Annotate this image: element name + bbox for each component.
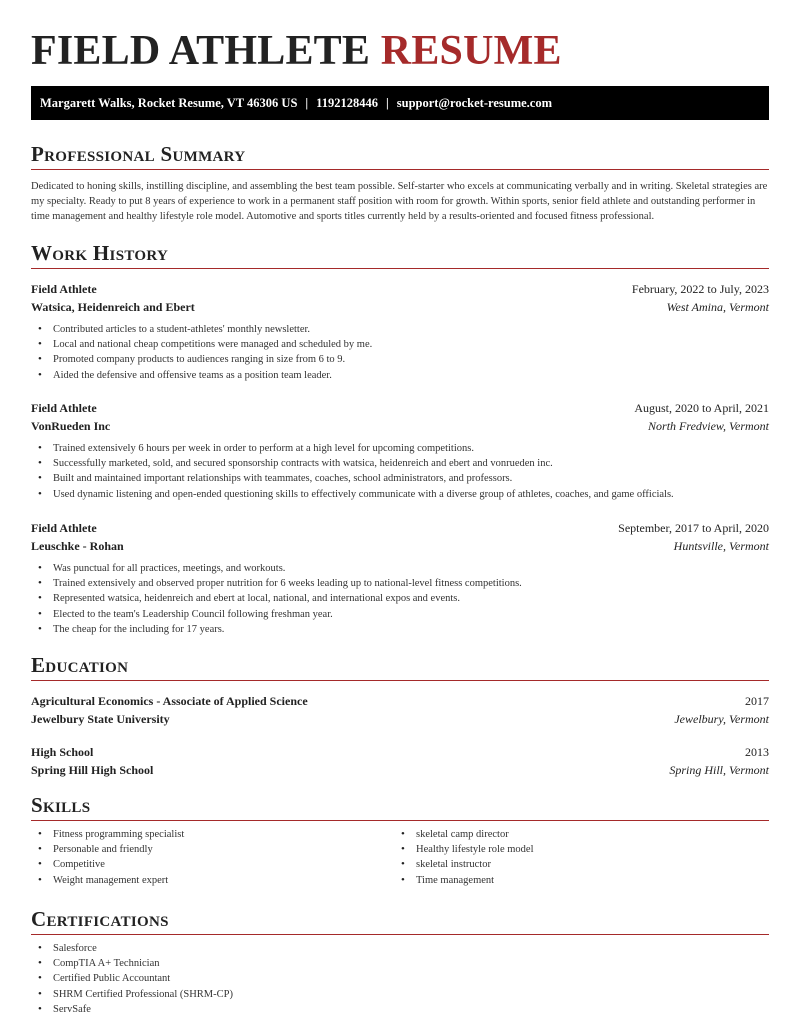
skill-item: • Fitness programming specialist bbox=[31, 827, 394, 842]
skills-heading: Skills bbox=[31, 793, 91, 817]
skill-item: • skeletal instructor bbox=[394, 857, 757, 872]
contact-address: Margarett Walks, Rocket Resume, VT 46306 US bbox=[40, 96, 298, 110]
skill-item: • Personable and friendly bbox=[31, 842, 394, 857]
school-location: Spring Hill, Vermont bbox=[669, 763, 769, 777]
skill-item: • Competitive bbox=[31, 857, 394, 872]
education-entry bbox=[31, 743, 769, 779]
list-item: • The cheap for the including for 17 years. bbox=[31, 622, 769, 637]
skills-section bbox=[31, 792, 769, 888]
list-item: • Elected to the team's Leadership Council following freshman year. bbox=[31, 607, 769, 622]
skill-item: • Weight management expert bbox=[31, 873, 394, 888]
certification-item: • ServSafe bbox=[31, 1002, 769, 1017]
contact-bar bbox=[31, 86, 769, 120]
job-company: Leuschke - Rohan bbox=[31, 539, 124, 553]
contact-separator: | bbox=[305, 96, 309, 110]
list-item: • Used dynamic listening and open-ended questioning skills to effectively communicate with a diverse group of athletes, coaches, and game officials. bbox=[31, 487, 769, 502]
graduation-year: 2013 bbox=[745, 745, 769, 759]
job-location: West Amina, Vermont bbox=[666, 300, 769, 314]
title-name: FIELD ATHLETE bbox=[31, 28, 371, 74]
list-item: • Successfully marketed, sold, and secured sponsorship contracts with watsica, heidenreich and ebert and vonrueden inc. bbox=[31, 456, 769, 471]
job-bullets bbox=[31, 561, 769, 637]
list-item: • Aided the defensive and offensive teams as a position team leader. bbox=[31, 368, 769, 383]
school-location: Jewelbury, Vermont bbox=[674, 712, 769, 726]
graduation-year: 2017 bbox=[745, 694, 769, 708]
list-item: • Promoted company products to audiences ranging in size from 6 to 9. bbox=[31, 352, 769, 367]
job-bullets bbox=[31, 322, 769, 383]
job-title: Field Athlete bbox=[31, 282, 97, 296]
education-heading: Education bbox=[31, 653, 129, 677]
list-item: • Represented watsica, heidenreich and ebert at local, national, and international expos and events. bbox=[31, 591, 769, 606]
certifications-section bbox=[31, 906, 769, 1017]
job-location: Huntsville, Vermont bbox=[673, 539, 769, 553]
education-section bbox=[31, 652, 769, 681]
work-history-section bbox=[31, 240, 769, 269]
skill-item: • Time management bbox=[394, 873, 757, 888]
job-entry bbox=[31, 399, 769, 502]
school-name: Spring Hill High School bbox=[31, 763, 154, 777]
skill-item: • Healthy lifestyle role model bbox=[394, 842, 757, 857]
job-dates: September, 2017 to April, 2020 bbox=[618, 521, 769, 535]
certifications-list bbox=[31, 941, 769, 1017]
certification-item: • Certified Public Accountant bbox=[31, 971, 769, 986]
degree: Agricultural Economics - Associate of Applied Science bbox=[31, 694, 308, 708]
list-item: • Contributed articles to a student-athletes' monthly newsletter. bbox=[31, 322, 769, 337]
list-item: • Local and national cheap competitions were managed and scheduled by me. bbox=[31, 337, 769, 352]
list-item: • Trained extensively 6 hours per week in order to perform at a high level for upcoming competitions. bbox=[31, 441, 769, 456]
school-name: Jewelbury State University bbox=[31, 712, 170, 726]
summary-heading: Professional Summary bbox=[31, 142, 246, 166]
job-dates: February, 2022 to July, 2023 bbox=[631, 282, 769, 296]
job-dates: August, 2020 to April, 2021 bbox=[634, 401, 769, 415]
list-item: • Built and maintained important relationships with teammates, coaches, school administrators, and professors. bbox=[31, 471, 769, 486]
job-bullets bbox=[31, 441, 769, 502]
contact-email[interactable]: support@rocket-resume.com bbox=[396, 96, 552, 110]
certification-item: • CompTIA A+ Technician bbox=[31, 956, 769, 971]
summary-text: Dedicated to honing skills, instilling discipline, and assembling the best team possible. Self-starter who excels at communicating verbally and in writing. Skeletal strategies are my specialty. Ready to put 8 years of experience to work in a permanent staff position with room for growth. Within sports, senior field athlete and outstanding performer in time management and healthy lifestyle role model. Automotive and sports titles currently held by a results-oriented and focused fitness professional. bbox=[31, 181, 768, 223]
work-history-heading: Work History bbox=[31, 241, 169, 265]
certifications-heading: Certifications bbox=[31, 907, 169, 931]
job-title: Field Athlete bbox=[31, 521, 97, 535]
resume-title bbox=[31, 28, 562, 74]
list-item: • Trained extensively and observed proper nutrition for 6 weeks leading up to national-level fitness competitions. bbox=[31, 576, 769, 591]
job-company: VonRueden Inc bbox=[31, 419, 111, 433]
certification-item: • SHRM Certified Professional (SHRM-CP) bbox=[31, 987, 769, 1002]
section-divider bbox=[31, 680, 769, 681]
degree: High School bbox=[31, 745, 94, 759]
job-location: North Fredview, Vermont bbox=[648, 419, 769, 433]
contact-separator: | bbox=[385, 96, 389, 110]
section-divider bbox=[31, 934, 769, 935]
skill-item: • skeletal camp director bbox=[394, 827, 757, 842]
certification-item: • Salesforce bbox=[31, 941, 769, 956]
title-accent: RESUME bbox=[380, 28, 562, 74]
education-entry bbox=[31, 692, 769, 728]
summary-section bbox=[31, 141, 769, 225]
job-entry bbox=[31, 519, 769, 637]
job-title: Field Athlete bbox=[31, 401, 97, 415]
job-company: Watsica, Heidenreich and Ebert bbox=[31, 300, 195, 314]
job-entry bbox=[31, 280, 769, 383]
skills-list-right bbox=[394, 827, 757, 888]
section-divider bbox=[31, 169, 769, 170]
contact-phone: 1192128446 bbox=[316, 96, 378, 110]
section-divider bbox=[31, 268, 769, 269]
list-item: • Was punctual for all practices, meetings, and workouts. bbox=[31, 561, 769, 576]
skills-list-left bbox=[31, 827, 394, 888]
